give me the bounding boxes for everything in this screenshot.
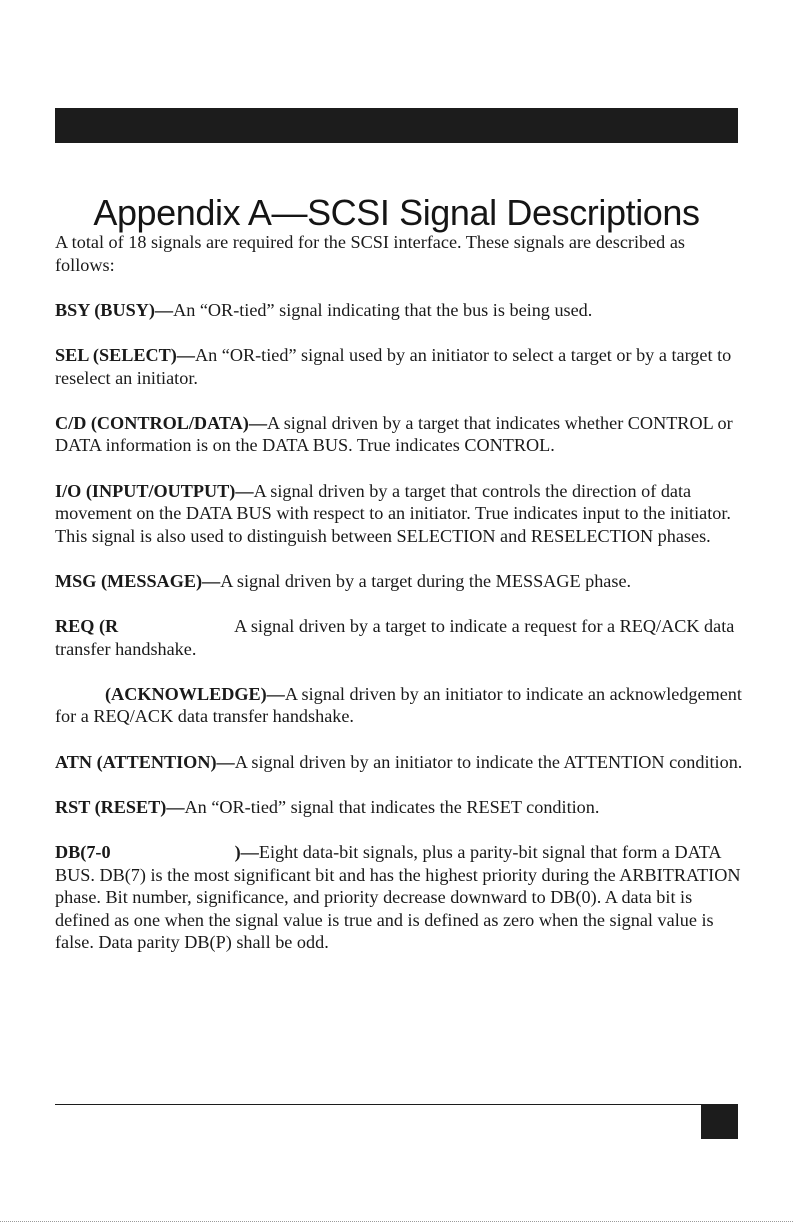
scan-edge [0, 1221, 793, 1223]
document-body [55, 231, 745, 977]
signal-db [55, 841, 745, 954]
signal-rst [55, 796, 745, 819]
page-number-box [701, 1104, 738, 1139]
signal-io [55, 480, 745, 548]
signal-atn [55, 751, 745, 774]
page-title: Appendix A—SCSI Signal Descriptions [93, 192, 700, 234]
signal-description: A signal driven by an initiator to indicate the ATTENTION condition. [234, 751, 743, 772]
signal-description: A signal driven by a target that controls the direction of data movement on the DATA BUS with respect to an initiator. True indicates input to the initiator. This signal is also used to distinguish between SELECTION and RESELECTION phases. [55, 480, 731, 546]
signal-term: C/D (CONTROL/DATA)— [55, 412, 268, 433]
signal-term: I/O (INPUT/OUTPUT)— [55, 480, 254, 501]
signal-sel [55, 344, 745, 389]
signal-term: REQ (R [55, 616, 119, 637]
signal-description: An “OR-tied” signal indicating that the bus is being used. [173, 299, 593, 320]
signal-msg [55, 570, 745, 593]
footer-rule [55, 1104, 738, 1105]
signal-bsy [55, 299, 745, 322]
signal-term: ATN (ATTENTION)— [55, 751, 235, 772]
signal-term: (ACKNOWLEDGE)— [105, 683, 285, 704]
signal-cd [55, 412, 745, 457]
signal-description: An “OR-tied” signal that indicates the RESET condition. [184, 796, 600, 817]
signal-req [55, 615, 745, 660]
signal-description: A signal driven by a target during the MESSAGE phase. [220, 570, 632, 591]
signal-term: RST (RESET)— [55, 796, 185, 817]
signal-term-tail: )— [234, 842, 259, 863]
signal-description: Eight data-bit signals, plus a parity-bit signal that form a DATA BUS. DB(7) is the most significant bit and has the highest priority during the ARBITRATION phase. Bit number, significance, and priority decrease downward to DB(0). A data bit is defined as one when the signal value is true and is defined as zero when the signal value is false. Data parity DB(P) shall be odd. [55, 842, 741, 953]
signal-term: BSY (BUSY)— [55, 299, 174, 320]
signal-term: MSG (MESSAGE)— [55, 570, 221, 591]
signal-description: A signal driven by a target to indicate a request for a REQ/ACK data transfer handshake. [55, 616, 735, 659]
signal-ack [55, 683, 745, 728]
signal-description: A signal driven by a target that indicates whether CONTROL or DATA information is on the DATA BUS. True indicates CONTROL. [55, 412, 733, 456]
signal-description: An “OR-tied” signal used by an initiator to select a target or by a target to reselect an initiator. [55, 344, 732, 388]
signal-term: DB(7-0 [55, 842, 111, 863]
signal-description: A signal driven by an initiator to indicate an acknowledgement for a REQ/ACK data transfer handshake. [55, 683, 742, 727]
signal-term: SEL (SELECT)— [55, 344, 195, 365]
intro-paragraph: A total of 18 signals are required for the SCSI interface. These signals are described as follows: [55, 232, 685, 275]
header-bar [55, 108, 738, 143]
